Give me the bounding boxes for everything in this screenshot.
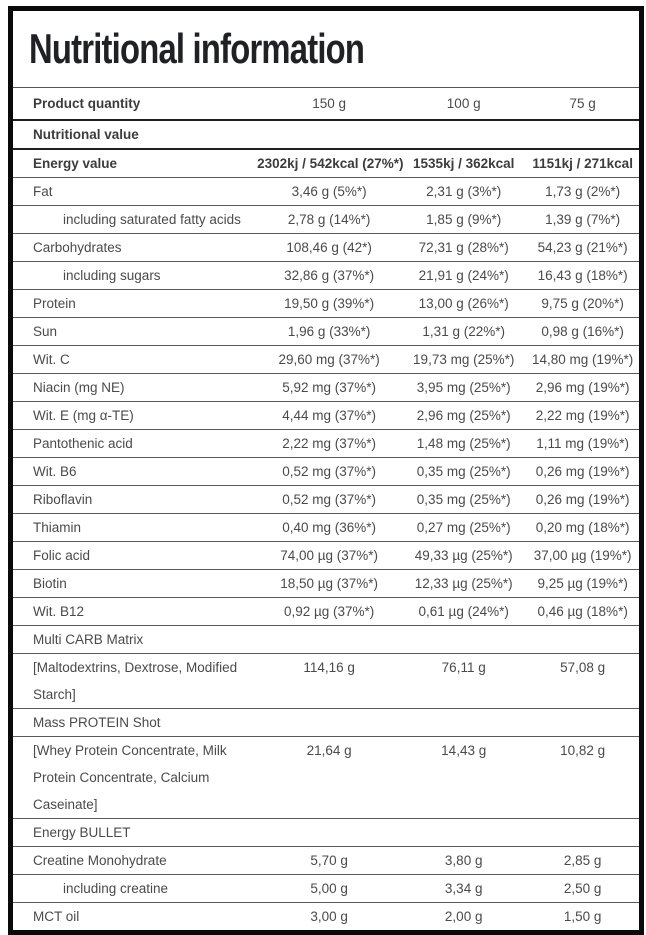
table-row bbox=[13, 570, 639, 598]
quantity-header-label: Product quantity bbox=[13, 88, 257, 120]
row-value: 3,80 g bbox=[401, 847, 526, 875]
row-value: 2,22 mg (19%*) bbox=[526, 402, 639, 430]
row-value: 1,50 g bbox=[563, 909, 602, 924]
row-value: 3,46 g (5%*) bbox=[257, 178, 401, 206]
row-value: 32,86 g (37%*) bbox=[257, 262, 401, 290]
nutrition-table bbox=[13, 88, 639, 930]
row-label: Wit. E (mg α-TE) bbox=[13, 402, 257, 430]
row-value: 74,00 µg (37%*) bbox=[257, 542, 401, 570]
row-value: 0,61 µg (24%*) bbox=[401, 598, 526, 626]
row-value: 12,33 µg (25%*) bbox=[401, 570, 526, 598]
row-value: 72,31 g (28%*) bbox=[401, 234, 526, 262]
row-value: 18,50 µg (37%*) bbox=[257, 570, 401, 598]
quantity-header-row bbox=[13, 88, 639, 120]
row-label: including saturated fatty acids bbox=[13, 206, 257, 234]
section-label: Mass PROTEIN Shot bbox=[13, 709, 639, 737]
table-row bbox=[13, 458, 639, 486]
section-row bbox=[13, 819, 639, 847]
section-label: Energy BULLET bbox=[13, 819, 639, 847]
row-value: 5,92 mg (37%*) bbox=[257, 374, 401, 402]
row-value: 19,50 g (39%*) bbox=[257, 290, 401, 318]
row-value: 0,35 mg (25%*) bbox=[401, 458, 526, 486]
row-value: 14,80 mg (19%*) bbox=[526, 346, 639, 374]
row-value: 1151kj / 271kcal bbox=[526, 149, 639, 178]
section-label: Multi CARB Matrix bbox=[13, 626, 639, 654]
row-label: Riboflavin bbox=[13, 486, 257, 514]
table-row bbox=[13, 374, 639, 402]
row-value: 3,34 g bbox=[401, 875, 526, 903]
section-row bbox=[13, 626, 639, 654]
table-row bbox=[13, 402, 639, 430]
row-value: 1,73 g (2%*) bbox=[526, 178, 639, 206]
row-value: 1,31 g (22%*) bbox=[401, 318, 526, 346]
row-value: 2,31 g (3%*) bbox=[401, 178, 526, 206]
row-label: Sun bbox=[13, 318, 257, 346]
row-value: 21,91 g (24%*) bbox=[401, 262, 526, 290]
table-title-block bbox=[13, 11, 639, 88]
table-row bbox=[13, 847, 639, 875]
table-row bbox=[13, 178, 639, 206]
row-label: Thiamin bbox=[13, 514, 257, 542]
quantity-header-value: 150 g bbox=[257, 88, 401, 120]
table-row bbox=[13, 430, 639, 458]
row-label: including sugars bbox=[13, 262, 257, 290]
row-value: 2,50 g bbox=[526, 875, 639, 903]
row-value: 0,46 µg (18%*) bbox=[526, 598, 639, 626]
page-title: Nutritional information bbox=[29, 25, 365, 72]
table-row bbox=[13, 290, 639, 318]
row-value: 114,16 g bbox=[257, 654, 401, 709]
section-row bbox=[13, 120, 639, 149]
row-label: Wit. C bbox=[13, 346, 257, 374]
row-value: 0,26 mg (19%*) bbox=[526, 486, 639, 514]
table-row bbox=[13, 737, 639, 819]
table-row bbox=[13, 654, 639, 709]
row-value: 19,73 mg (25%*) bbox=[401, 346, 526, 374]
row-label: Wit. B12 bbox=[13, 598, 257, 626]
row-label: Pantothenic acid bbox=[13, 430, 257, 458]
row-label: Wit. B6 bbox=[13, 458, 257, 486]
quantity-header-value: 75 g bbox=[526, 88, 639, 120]
row-value: 2,85 g bbox=[526, 847, 639, 875]
row-value: 0,92 µg (37%*) bbox=[257, 598, 401, 626]
row-label: Creatine Monohydrate bbox=[13, 847, 257, 875]
nutrition-table-container bbox=[8, 6, 644, 935]
row-value: 1,11 mg (19%*) bbox=[526, 430, 639, 458]
table-row bbox=[13, 486, 639, 514]
row-value: 16,43 g (18%*) bbox=[526, 262, 639, 290]
table-row bbox=[13, 318, 639, 346]
row-value: 1,48 mg (25%*) bbox=[401, 430, 526, 458]
row-value: 2,00 g bbox=[444, 909, 483, 924]
row-label: Biotin bbox=[13, 570, 257, 598]
nutrition-table-body bbox=[13, 88, 639, 930]
row-value: 1535kj / 362kcal bbox=[401, 149, 526, 178]
row-value: 1,96 g (33%*) bbox=[257, 318, 401, 346]
section-label: Nutritional value bbox=[13, 120, 639, 149]
row-value: 14,43 g bbox=[401, 737, 526, 819]
row-value: 21,64 g bbox=[257, 737, 401, 819]
row-value: 3,00 g bbox=[310, 909, 348, 924]
row-value: 2,96 mg (25%*) bbox=[401, 402, 526, 430]
row-value: 0,26 mg (19%*) bbox=[526, 458, 639, 486]
section-row bbox=[13, 709, 639, 737]
row-value: 3,95 mg (25%*) bbox=[401, 374, 526, 402]
row-value: 10,82 g bbox=[526, 737, 639, 819]
row-label: Energy value bbox=[13, 149, 257, 178]
table-row bbox=[13, 875, 639, 903]
row-label: MCT oil bbox=[33, 909, 80, 924]
row-value: 5,70 g bbox=[257, 847, 401, 875]
row-value: 13,00 g (26%*) bbox=[401, 290, 526, 318]
row-value: 76,11 g bbox=[401, 654, 526, 709]
row-label: Folic acid bbox=[13, 542, 257, 570]
row-value: 0,98 g (16%*) bbox=[526, 318, 639, 346]
row-label: Niacin (mg NE) bbox=[13, 374, 257, 402]
table-row bbox=[13, 234, 639, 262]
row-value: 9,75 g (20%*) bbox=[526, 290, 639, 318]
row-value: 57,08 g bbox=[526, 654, 639, 709]
row-label: [Maltodextrins, Dextrose, Modified Starch] bbox=[13, 654, 257, 709]
row-value: 0,27 mg (25%*) bbox=[401, 514, 526, 542]
row-value: 2,78 g (14%*) bbox=[257, 206, 401, 234]
row-value: 49,33 µg (25%*) bbox=[401, 542, 526, 570]
row-value: 2,22 mg (37%*) bbox=[257, 430, 401, 458]
row-label: Fat bbox=[13, 178, 257, 206]
row-label: Carbohydrates bbox=[13, 234, 257, 262]
row-value: 0,52 mg (37%*) bbox=[257, 486, 401, 514]
row-value: 54,23 g (21%*) bbox=[526, 234, 639, 262]
row-value: 0,35 mg (25%*) bbox=[401, 486, 526, 514]
row-label: Protein bbox=[13, 290, 257, 318]
table-row bbox=[13, 346, 639, 374]
row-value: 2302kj / 542kcal (27%*) bbox=[257, 149, 401, 178]
row-value: 108,46 g (42*) bbox=[257, 234, 401, 262]
table-row bbox=[13, 206, 639, 234]
row-value: 29,60 mg (37%*) bbox=[257, 346, 401, 374]
row-value: 1,85 g (9%*) bbox=[401, 206, 526, 234]
table-row bbox=[13, 514, 639, 542]
table-row bbox=[13, 149, 639, 178]
quantity-header-value: 100 g bbox=[401, 88, 526, 120]
table-row bbox=[13, 262, 639, 290]
row-value: 5,00 g bbox=[257, 875, 401, 903]
row-value: 2,96 mg (19%*) bbox=[526, 374, 639, 402]
table-row bbox=[13, 903, 639, 931]
row-label: [Whey Protein Concentrate, Milk Protein Concentrate, Calcium Caseinate] bbox=[13, 737, 257, 819]
table-row bbox=[13, 542, 639, 570]
row-label: including creatine bbox=[13, 875, 257, 903]
row-value: 0,52 mg (37%*) bbox=[257, 458, 401, 486]
row-value: 1,39 g (7%*) bbox=[526, 206, 639, 234]
row-value: 0,20 mg (18%*) bbox=[526, 514, 639, 542]
row-value: 37,00 µg (19%*) bbox=[526, 542, 639, 570]
table-row bbox=[13, 598, 639, 626]
row-value: 9,25 µg (19%*) bbox=[526, 570, 639, 598]
row-value: 4,44 mg (37%*) bbox=[257, 402, 401, 430]
row-value: 0,40 mg (36%*) bbox=[257, 514, 401, 542]
